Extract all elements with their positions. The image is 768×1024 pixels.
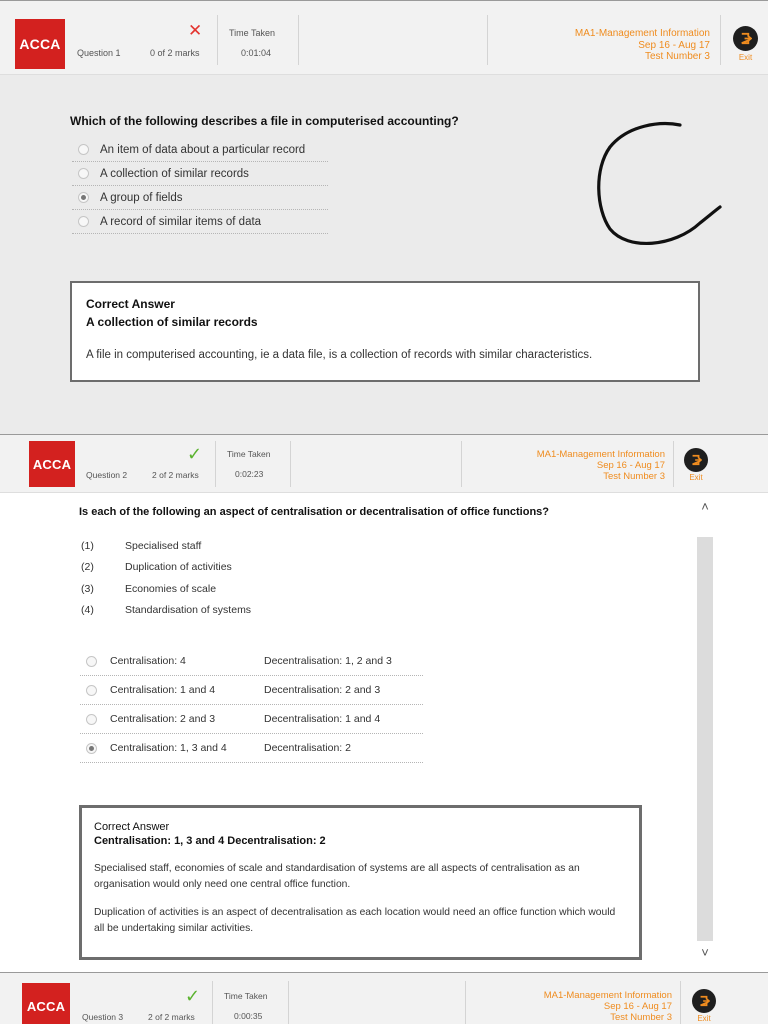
handwritten-c-mark (588, 117, 728, 253)
test-number: Test Number 3 (610, 1011, 672, 1023)
answer-explanation: Duplication of activities is an aspect of decentralisation as each location would need an office function which would all be undertaking similar activities. (94, 906, 616, 934)
module-info (544, 991, 672, 1024)
acca-logo: ACCA (22, 983, 70, 1024)
question-text: Which of the following describes a file in computerised accounting? (70, 114, 459, 128)
exit-label[interactable]: Exit (697, 1014, 711, 1023)
acca-logo: ACCA (29, 441, 75, 487)
correct-answer-box (79, 805, 642, 960)
question-number: Question 1 (77, 48, 121, 58)
module-title: MA1-Management Information (574, 28, 710, 39)
correct-answer-heading: Correct Answer (86, 297, 175, 311)
statement-number: (2) (81, 561, 94, 573)
radio-button[interactable] (78, 144, 89, 155)
question-number: Question 2 (86, 470, 128, 480)
question-1-screenshot (0, 0, 768, 434)
statement-item (81, 583, 216, 595)
radio-button[interactable] (86, 714, 97, 725)
question-3-screenshot (0, 972, 768, 1024)
option-decentralisation: Decentralisation: 1, 2 and 3 (264, 655, 392, 667)
header-divider (217, 15, 218, 65)
option-label: A record of similar items of data (100, 215, 262, 228)
answer-option[interactable] (80, 647, 423, 676)
radio-button-selected[interactable] (86, 743, 97, 754)
scroll-up-arrow[interactable]: ˄ (701, 499, 709, 514)
statement-item (81, 561, 232, 573)
option-centralisation: Centralisation: 4 (110, 655, 186, 667)
answer-option[interactable] (80, 734, 423, 763)
header-divider (673, 441, 674, 487)
correct-answer-box (70, 281, 700, 382)
module-title: MA1-Management Information (543, 990, 672, 1001)
statement-text: Economies of scale (125, 583, 217, 595)
exit-icon (698, 995, 710, 1007)
time-taken-label: Time Taken (229, 28, 276, 38)
marks-score: 2 of 2 marks (148, 1012, 195, 1022)
correct-answer-value: Centralisation: 1, 3 and 4 Decentralisation: 2 (94, 835, 326, 847)
header-divider (487, 15, 488, 65)
answer-explanation: A file in computerised accounting, ie a data file, is a collection of records with similar characteristics. (86, 349, 593, 361)
answer-option[interactable] (80, 705, 423, 734)
module-title: MA1-Management Information (536, 449, 665, 460)
question-number: Question 3 (82, 1012, 124, 1022)
question-header (0, 973, 768, 1024)
time-taken-label: Time Taken (227, 449, 271, 459)
question-header (0, 1, 768, 75)
time-taken-value: 0:01:04 (241, 48, 272, 58)
statement-text: Specialised staff (125, 540, 202, 552)
statement-number: (3) (81, 583, 94, 595)
statement-number: (1) (81, 540, 94, 552)
time-taken-value: 0:02:23 (235, 469, 264, 479)
exit-button[interactable] (733, 26, 758, 51)
header-divider (288, 981, 289, 1024)
option-decentralisation: Decentralisation: 2 (264, 742, 351, 754)
option-label: A group of fields (100, 191, 183, 204)
module-period: Sep 16 - Aug 17 (638, 39, 710, 51)
option-label: An item of data about a particular record (100, 143, 306, 156)
question-2-screenshot (0, 434, 768, 972)
statement-item (81, 604, 251, 616)
header-divider (212, 981, 213, 1024)
option-centralisation: Centralisation: 1, 3 and 4 (110, 742, 227, 754)
correct-answer-value: A collection of similar records (86, 315, 258, 329)
exit-icon (739, 32, 752, 45)
header-divider (298, 15, 299, 65)
header-divider (461, 441, 462, 487)
acca-logo: ACCA (15, 19, 65, 69)
correct-answer-heading: Correct Answer (94, 821, 170, 833)
answer-option[interactable] (72, 186, 328, 210)
option-centralisation: Centralisation: 2 and 3 (110, 713, 216, 725)
question-text: Is each of the following an aspect of centralisation or decentralisation of office functions? (79, 506, 550, 518)
header-divider (215, 441, 216, 487)
question-header (0, 435, 768, 493)
option-decentralisation: Decentralisation: 1 and 4 (264, 713, 381, 725)
option-centralisation: Centralisation: 1 and 4 (110, 684, 216, 696)
check-icon: ✓ (187, 444, 203, 464)
module-info (575, 28, 710, 63)
test-number: Test Number 3 (644, 51, 710, 62)
exit-label[interactable]: Exit (689, 473, 703, 482)
module-period: Sep 16 - Aug 17 (596, 459, 665, 471)
statement-text: Duplication of activities (125, 561, 232, 573)
answer-option[interactable] (80, 676, 423, 705)
exit-button[interactable] (692, 989, 716, 1013)
radio-button-selected[interactable] (78, 192, 89, 203)
module-period: Sep 16 - Aug 17 (603, 1000, 672, 1012)
header-divider (465, 981, 466, 1024)
marks-score: 2 of 2 marks (152, 470, 199, 480)
radio-button[interactable] (86, 656, 97, 667)
cross-icon: ✕ (188, 21, 203, 40)
answer-option[interactable] (72, 210, 328, 234)
time-taken-value: 0:00:35 (234, 1011, 263, 1021)
header-divider (680, 981, 681, 1024)
answer-option[interactable] (72, 138, 328, 162)
radio-button[interactable] (78, 216, 89, 227)
check-icon: ✓ (185, 986, 201, 1006)
vertical-scrollbar[interactable] (697, 537, 713, 941)
header-divider (720, 15, 721, 65)
option-decentralisation: Decentralisation: 2 and 3 (264, 684, 381, 696)
header-divider (290, 441, 291, 487)
test-number: Test Number 3 (603, 470, 665, 482)
statement-text: Standardisation of systems (125, 604, 252, 616)
exit-button[interactable] (684, 448, 708, 472)
radio-button[interactable] (78, 168, 89, 179)
option-label: A collection of similar records (100, 167, 249, 180)
scroll-down-arrow[interactable]: ˅ (701, 945, 709, 960)
statement-number: (4) (81, 604, 94, 616)
answer-option[interactable] (72, 162, 328, 186)
exit-icon (690, 454, 702, 466)
marks-score: 0 of 2 marks (150, 48, 200, 58)
module-info (537, 450, 665, 483)
time-taken-label: Time Taken (224, 991, 268, 1001)
radio-button[interactable] (86, 685, 97, 696)
exit-label[interactable]: Exit (738, 53, 753, 62)
answer-explanation: Specialised staff, economies of scale and standardisation of systems are all aspects of centralisation as an organisation would only need one central office function. (94, 863, 580, 890)
statement-item (81, 540, 201, 552)
